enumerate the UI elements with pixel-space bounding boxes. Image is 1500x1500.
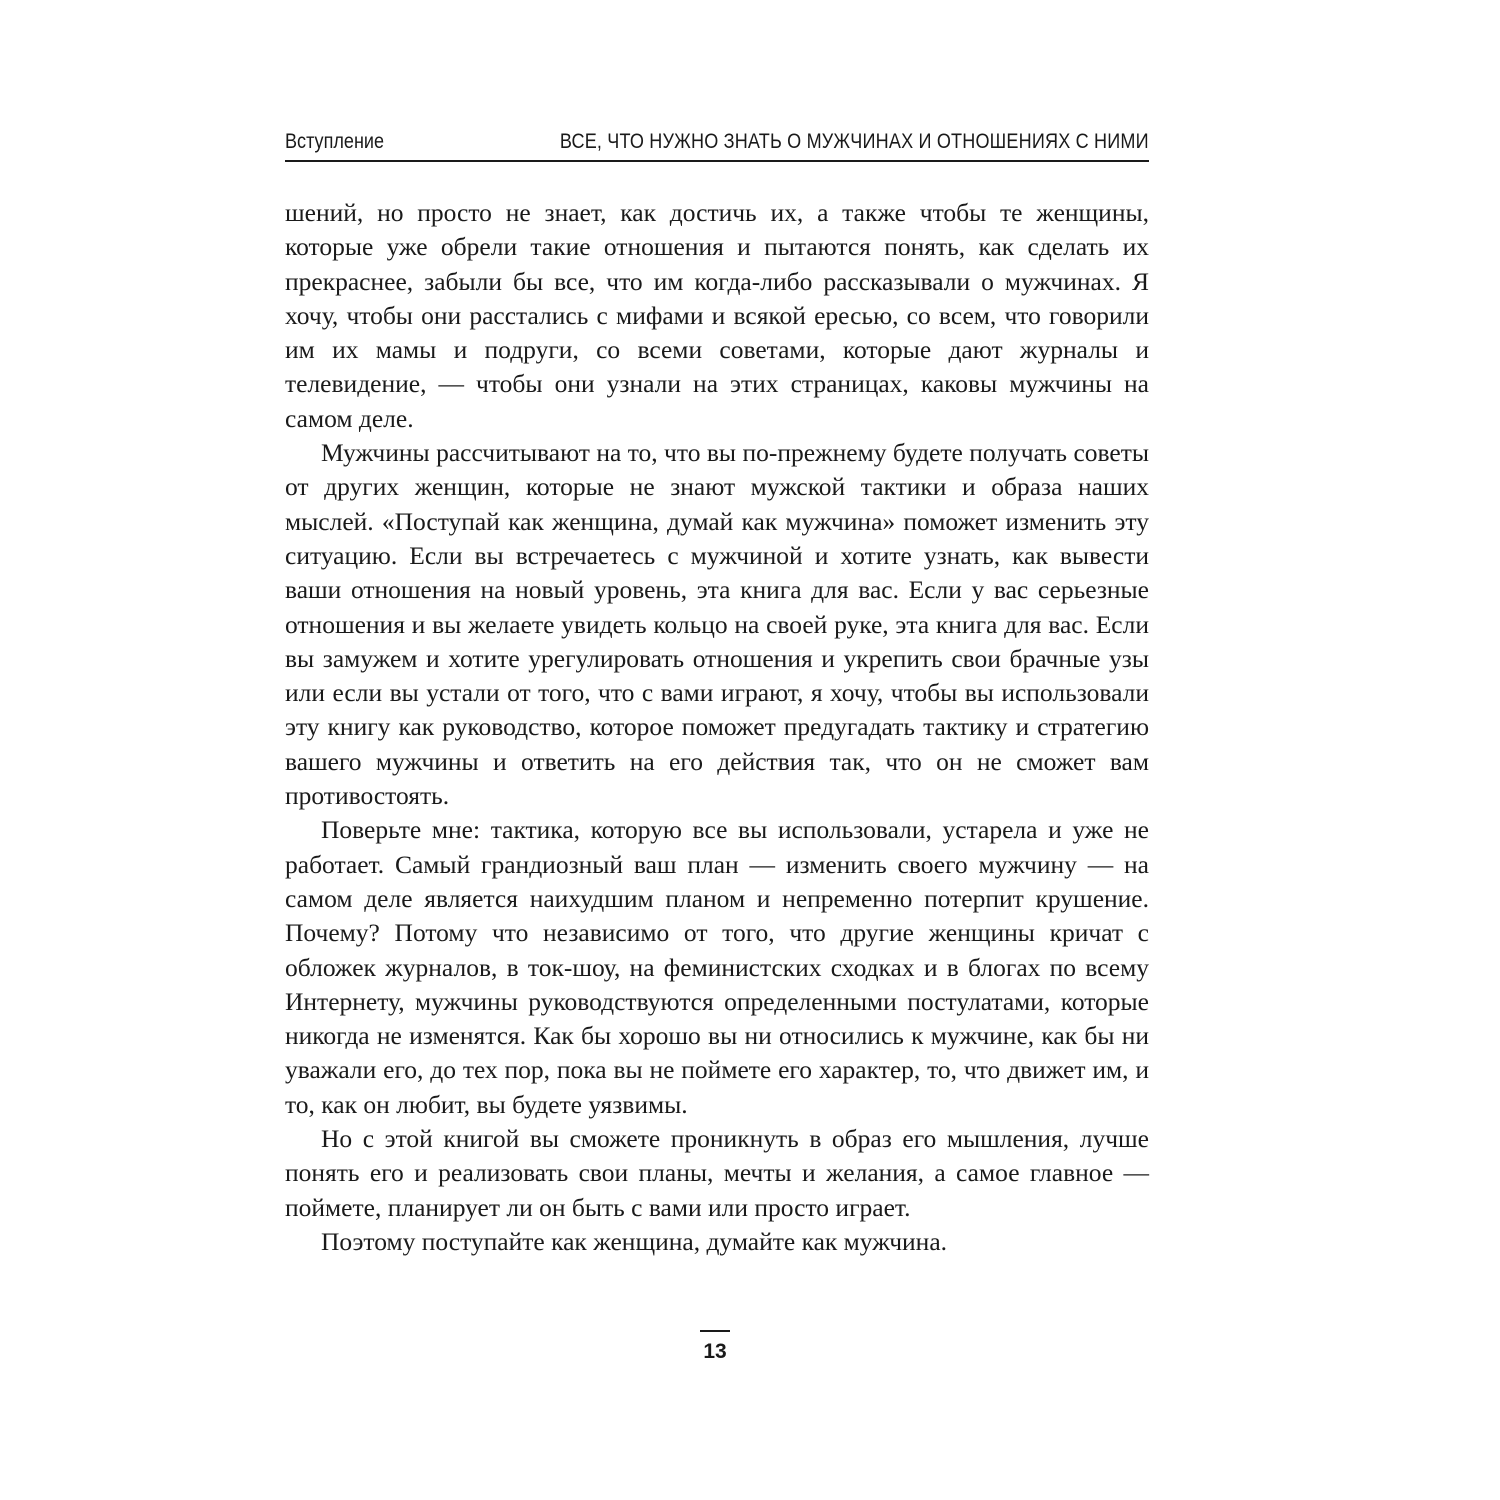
page-folio [697, 1330, 733, 1364]
paragraph-1: шений, но просто не знает, как достичь их, а также чтобы те женщины, которые уже обрели такие отношения и пытаются понять, как сделать их прекраснее, забыли бы все, что им когда-либо рассказывали о мужчинах. Я хочу, чтобы они расстались с мифами и всякой ересью, со всем, что говорили им их мамы и подруги, со всеми советами, которые дают журналы и телевидение, — чтобы они узнали на этих страницах, каковы мужчины на самом деле. [285, 198, 1149, 433]
paragraph-3: Поверьте мне: тактика, которую все вы использовали, устарела и уже не работает. Самый грандиозный ваш план — изменить своего мужчину — на самом деле является наихудшим планом и непременно потерпит крушение. Почему? Потому что независимо от того, что другие женщины кричат с обложек журналов, в ток-шоу, на феминистских сходках и в блогах по всему Интернету, мужчины руководствуются определенными постулатами, которые никогда не изменятся. Как бы хорошо вы ни относились к мужчине, как бы ни уважали его, до тех пор, пока вы не поймете его характер, то, что движет им, и то, как он любит, вы будете уязвимы. [285, 815, 1149, 1119]
running-header-section: Вступление [285, 130, 385, 153]
running-header [285, 126, 1149, 162]
body-text [285, 196, 1149, 1259]
folio-rule [700, 1330, 730, 1332]
paragraph-4: Но с этой книгой вы сможете проникнуть в образ его мышления, лучше понять его и реализовать свои планы, мечты и желания, а самое главное — поймете, планирует ли он быть с вами или просто играет. [285, 1124, 1149, 1222]
running-header-book-title: ВСЕ, ЧТО НУЖНО ЗНАТЬ О МУЖЧИНАХ И ОТНОШЕНИЯХ С НИМИ [560, 130, 1149, 153]
page-number: 13 [703, 1340, 727, 1363]
paragraph-5: Поэтому поступайте как женщина, думайте как мужчина. [321, 1226, 948, 1256]
paragraph-2: Мужчины рассчитывают на то, что вы по-прежнему будете получать советы от других женщин, которые не знают мужской тактики и образа наших мыслей. «Поступай как женщина, думай как мужчина» поможет изменить эту ситуацию. Если вы встречаетесь с мужчиной и хотите узнать, как вывести ваши отношения на новый уровень, эта книга для вас. Если у вас серьезные отношения и вы желаете увидеть кольцо на своей руке, эта книга для вас. Если вы замужем и хотите урегулировать отношения и укрепить свои брачные узы или если вы устали от того, что с вами играют, я хочу, чтобы вы использовали эту книгу как руководство, которое поможет предугадать тактику и стратегию вашего мужчины и ответить на его действия так, что он не сможет вам противостоять. [285, 438, 1149, 811]
